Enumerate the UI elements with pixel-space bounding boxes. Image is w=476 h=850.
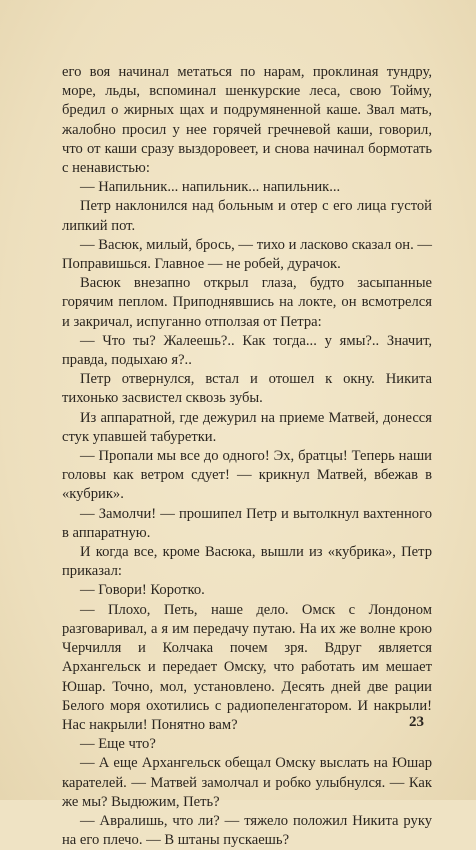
paragraph: Петр отвернулся, встал и отошел к окну. Никита тихонько засвистел сквозь зубы. xyxy=(62,371,432,407)
paragraph: — Пропали мы все до одного! Эх, братцы! Теперь наши головы как ветром сдует! — крикнул Матвей, вбежав в «кубрик». xyxy=(62,448,432,503)
paragraph: — Замолчи! — прошипел Петр и вытолкнул вахтенного в аппаратную. xyxy=(62,505,432,541)
paragraph: — Что ты? Жалеешь?.. Как тогда... у ямы?.. Значит, правда, подыхаю я?.. xyxy=(62,332,432,369)
paragraph: — Плохо, Петь, наше дело. Омск с Лондоном разговаривал, а я им передачу путаю. На их же волне крою Черчилля и Колчака почем зря. Вдруг является Архангельск и передает Омску, что работать им мешает Юшар. Точно, мол, установлено. Десять дней две рации Белого моря охотились с радиопеленгатором. И накрыли! Нас накрыли! Понятно вам? xyxy=(62,601,432,733)
paragraph: — Еще что? xyxy=(80,736,156,753)
paragraph: — Говори! Коротко. xyxy=(80,582,205,599)
paragraph: — А еще Архангельск обещал Омску выслать на Юшар карателей. — Матвей замолчал и робко улыбнулся. — Как же мы? Выдюжим, Петь? xyxy=(62,755,432,810)
page-number: 23 xyxy=(409,714,424,730)
paragraph: — Авралишь, что ли? — тяжело положил Никита руку на его плечо. — В штаны пускаешь? xyxy=(62,812,432,849)
paragraph: — Васюк, милый, брось, — тихо и ласково сказал он. — Поправишься. Главное — не робей, дурачок. xyxy=(62,236,432,273)
paragraph: Васюк внезапно открыл глаза, будто засыпанные горячим пеплом. Приподнявшись на локте, он всмотрелся и закричал, испуганно отползая от Петра: xyxy=(62,275,432,330)
paragraph: Из аппаратной, где дежурил на приеме Матвей, донесся стук упавшей табуретки. xyxy=(62,409,432,445)
body-text xyxy=(62,63,432,850)
paragraph: Петр наклонился над больным и отер с его лица густой липкий пот. xyxy=(62,198,432,234)
paragraph: его воя начинал метаться по нарам, проклиная тундру, море, льды, вспоминал шенкурские леса, свою Тойму, бредил о жирных щах и подрумяненной каше. Звал мать, жалобно просил у нее горячей гречневой каши, говорил, что от каши сразу выздоровеет, и снова начинал бормотать с ненавистью: xyxy=(62,64,432,177)
paragraph: И когда все, кроме Васюка, вышли из «кубрика», Петр приказал: xyxy=(62,544,432,580)
paragraph: — Напильник... напильник... напильник... xyxy=(80,179,341,196)
